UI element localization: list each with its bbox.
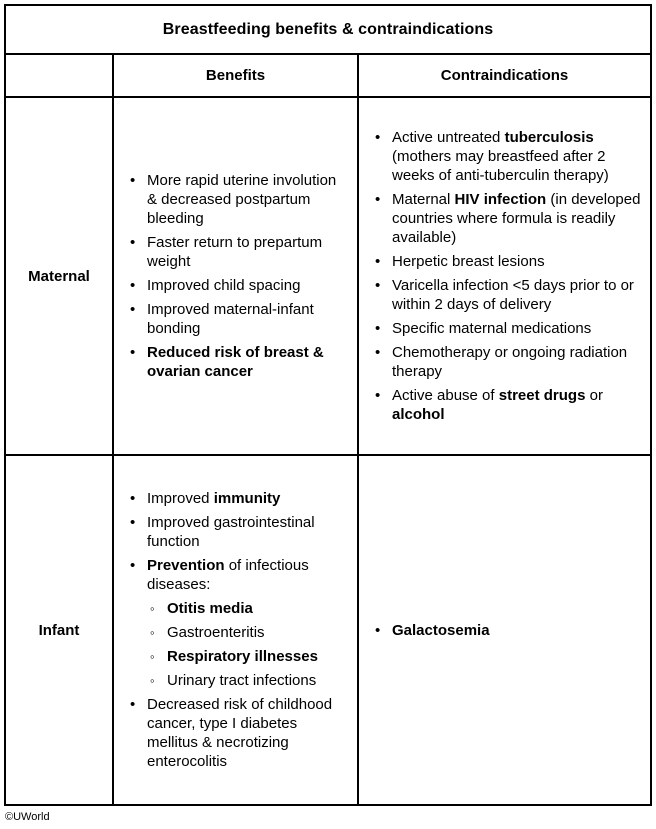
- list-item: [375, 190, 642, 247]
- list-item-text: Improved child spacing: [147, 277, 301, 294]
- list-item: [130, 276, 349, 295]
- list-item-text: Improved immunity: [147, 490, 281, 507]
- list-item-text: Decreased risk of childhood cancer, type I diabetes mellitus & necrotizing enterocolitis: [147, 696, 333, 770]
- maternal-benefits-list: [114, 158, 357, 394]
- breastfeeding-table: [4, 4, 652, 806]
- disc-bullet-icon: •: [375, 129, 381, 146]
- disc-bullet-icon: •: [375, 253, 381, 270]
- infant-contraindications-cell: [358, 455, 651, 805]
- list-item-text: Chemotherapy or ongoing radiation therapy: [392, 344, 628, 380]
- list-item-text: Herpetic breast lesions: [392, 253, 545, 270]
- disc-bullet-icon: •: [375, 387, 381, 404]
- maternal-row: [5, 97, 651, 455]
- row-label-infant: Infant: [5, 455, 113, 805]
- list-item-text: Galactosemia: [392, 621, 490, 639]
- list-item-text: Respiratory illnesses: [167, 648, 318, 665]
- list-item-text: More rapid uterine involution & decreased postpartum bleeding: [147, 172, 337, 227]
- disc-bullet-icon: •: [375, 621, 381, 639]
- circle-bullet-icon: ◦: [150, 601, 155, 616]
- list-item: [375, 621, 642, 640]
- disc-bullet-icon: •: [130, 557, 136, 574]
- title-row: [5, 5, 651, 54]
- infant-row: [5, 455, 651, 805]
- copyright-uworld: ©UWorld: [5, 811, 50, 823]
- header-contraindications: Contraindications: [358, 54, 651, 97]
- row-label-maternal: Maternal: [5, 97, 113, 455]
- circle-bullet-icon: ◦: [150, 625, 155, 640]
- list-item: [130, 556, 349, 594]
- list-item: [150, 671, 349, 690]
- maternal-contraindications-cell: [358, 97, 651, 455]
- list-item: [130, 171, 349, 228]
- header-empty-cell: [5, 54, 113, 97]
- list-item: [130, 513, 349, 551]
- list-item: [150, 647, 349, 666]
- circle-bullet-icon: ◦: [150, 649, 155, 664]
- list-item: [130, 695, 349, 771]
- list-item: [375, 276, 642, 314]
- header-row: [5, 54, 651, 97]
- maternal-benefits-cell: [113, 97, 358, 455]
- disc-bullet-icon: •: [130, 696, 136, 713]
- disc-bullet-icon: •: [130, 490, 136, 507]
- disc-bullet-icon: •: [375, 277, 381, 294]
- list-item: [130, 489, 349, 508]
- list-item-text: Gastroenteritis: [167, 624, 265, 641]
- list-item-text: Specific maternal medications: [392, 320, 592, 337]
- list-item-text: Reduced risk of breast & ovarian cancer: [147, 344, 324, 380]
- list-item-text: Improved maternal-infant bonding: [147, 301, 314, 337]
- disc-bullet-icon: •: [130, 277, 136, 294]
- list-item: [150, 599, 349, 618]
- list-item-text: Varicella infection <5 days prior to or within 2 days of delivery: [392, 277, 634, 313]
- list-item: [130, 300, 349, 338]
- list-item: [375, 319, 642, 338]
- disc-bullet-icon: •: [375, 191, 381, 208]
- disc-bullet-icon: •: [130, 234, 136, 251]
- list-item-text: Prevention of infectious diseases:: [147, 557, 309, 593]
- disc-bullet-icon: •: [130, 172, 136, 189]
- disc-bullet-icon: •: [130, 301, 136, 318]
- list-item-text: Improved gastrointestinal function: [147, 514, 315, 550]
- disc-bullet-icon: •: [130, 514, 136, 531]
- list-item-text: Maternal HIV infection (in developed countries where formula is readily available): [392, 191, 641, 246]
- list-item: [375, 128, 642, 185]
- infant-contraindications-list: [359, 608, 650, 653]
- disc-bullet-icon: •: [375, 344, 381, 361]
- infant-benefits-cell: [113, 455, 358, 805]
- list-item-text: Active abuse of street drugs or alcohol: [392, 387, 603, 423]
- list-item-text: Otitis media: [167, 600, 253, 617]
- list-item-text: Active untreated tuberculosis (mothers may breastfeed after 2 weeks of anti-tuberculin therapy): [392, 129, 609, 184]
- table-title: Breastfeeding benefits & contraindications: [5, 5, 651, 54]
- circle-bullet-icon: ◦: [150, 673, 155, 688]
- list-item: [130, 233, 349, 271]
- disc-bullet-icon: •: [130, 344, 136, 361]
- list-item: [130, 343, 349, 381]
- list-item: [375, 252, 642, 271]
- list-item-text: Urinary tract infections: [167, 672, 317, 689]
- list-item: [375, 343, 642, 381]
- header-benefits: Benefits: [113, 54, 358, 97]
- list-item: [150, 623, 349, 642]
- list-item: [375, 386, 642, 424]
- list-item-text: Faster return to prepartum weight: [147, 234, 323, 270]
- disc-bullet-icon: •: [375, 320, 381, 337]
- infant-benefits-list: [114, 476, 357, 784]
- maternal-contraindications-list: [359, 115, 650, 437]
